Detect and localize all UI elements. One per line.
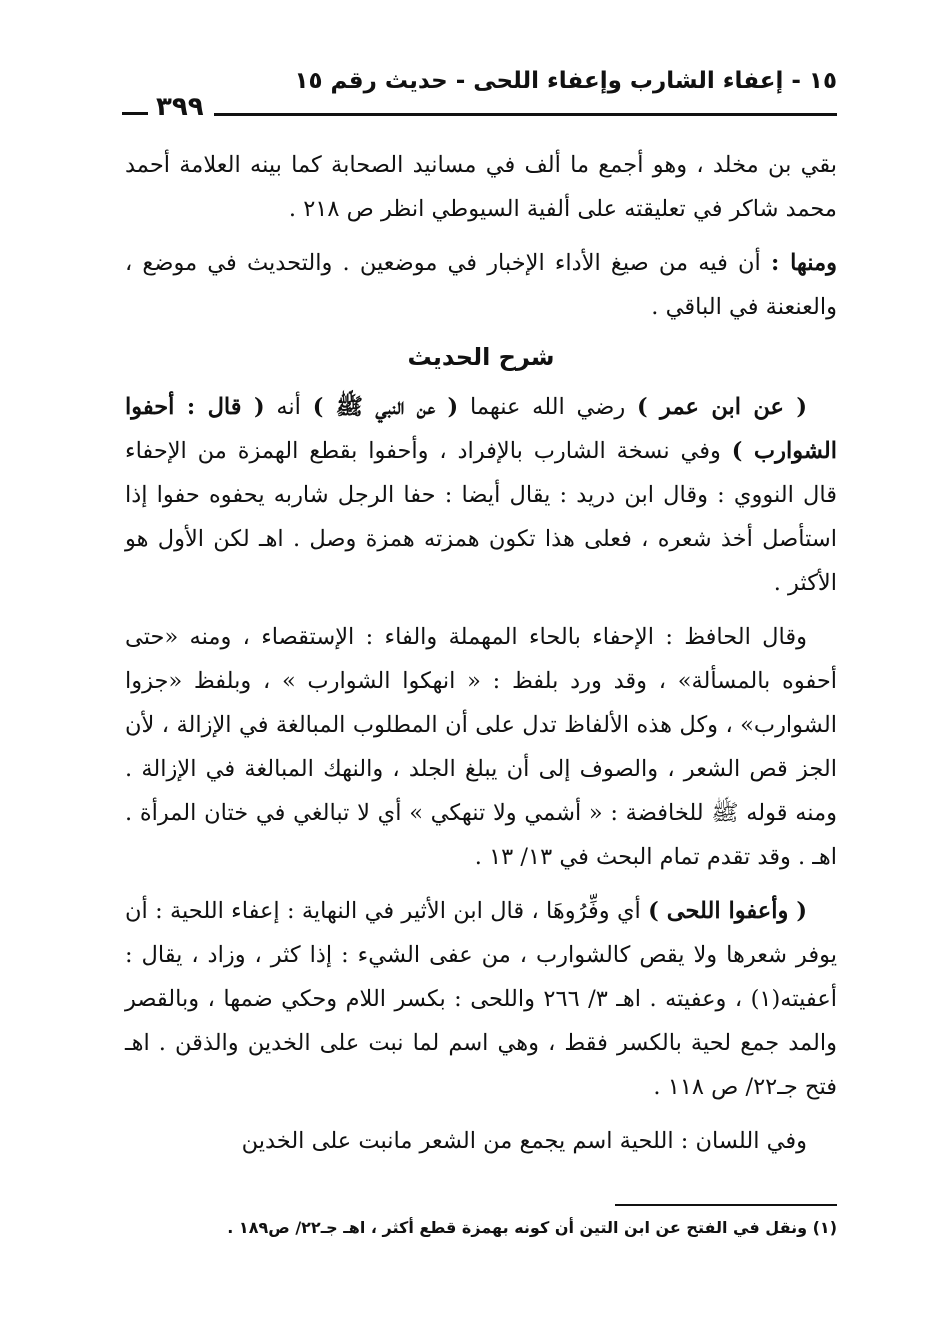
paragraph-6: وفي اللسان : اللحية اسم يجمع من الشعر مانبت على الخدين [241, 1128, 807, 1154]
header-title: ١٥ - إعفاء الشارب وإعفاء اللحى - حديث رقم ١٥ [294, 68, 837, 94]
footnote: (١) ونقل في الفتح عن ابن التين أن كونه بهمزة قطع أكثر ، اهـ جـ٢٢/ ص١٨٩ . [227, 1218, 837, 1237]
paragraph-3 [125, 385, 837, 605]
page-number: ٣٩٩ [150, 92, 210, 122]
header-rule [214, 113, 837, 116]
paragraph-3-text-1: رضي الله عنهما [458, 394, 637, 420]
paragraph-4: وقال الحافظ : الإحفاء بالحاء المهملة والفاء : الإستقصاء ، ومنه «حتى أحفوه بالمسألة» ، وقد ورد بلفظ : « انهكوا الشوارب » ، وبلفظ «جزوا الشوارب» ، وكل هذه الألفاظ تدل على أن المطلوب المبالغة في الإزالة ، لأن الجز قص الشعر ، والصوف إلى أن يبلغ الجلد ، والنهك المبالغة في الإزالة . ومنه قوله ﷺ للخافضة : « أشمي ولا تنهكي » أي لا تبالغي في ختان المرأة . اهـ . وقد تقدم تمام البحث في ١٣/ ١٣ . [125, 624, 837, 870]
footnote-rule [615, 1204, 837, 1206]
paragraph-3-text-2: أنه [264, 394, 313, 420]
page-number-dash [122, 112, 148, 115]
paragraph-5 [125, 889, 837, 1109]
paragraph-2-text: أن فيه من صيغ الأداء الإخبار في موضعين . والتحديث في موضع ، والعنعنة في الباقي . [125, 250, 837, 320]
quote-prophet: ( عن النبي ﷺ ) [312, 394, 459, 420]
paragraph-2-lead: ومنها : [770, 250, 838, 276]
quote-narrator: ( عن ابن عمر ) [636, 394, 808, 420]
quote-hadith: ( قال : أحفوا الشوارب ) [125, 394, 837, 464]
main-text [125, 143, 837, 1163]
paragraph-5-text: أي وفِّرُوهَا ، قال ابن الأثير في النهاية : إعفاء اللحية : أن يوفر شعرها ولا يقص كالشوارب ، من عفى الشيء : إذا كثر ، وزاد ، يقال : أعفيته(١) ، وعفيته . اهـ ٣/ ٢٦٦ واللحى : بكسر اللام وحكي ضمها ، وبالقصر والمد جمع لحية بالكسر فقط ، وهي اسم لما نبت على الخدين والذقن . اهـ فتح جـ٢٢/ ص ١١٨ . [125, 898, 837, 1100]
paragraph-1: بقي بن مخلد ، وهو أجمع ما ألف في مسانيد الصحابة كما بينه العلامة أحمد محمد شاكر في تعليقته على ألفية السيوطي انظر ص ٢١٨ . [125, 152, 837, 222]
paragraph-2 [125, 241, 837, 329]
running-header [122, 62, 837, 142]
paragraph-3-text-3: وفي نسخة الشارب بالإفراد ، وأحفوا بقطع الهمزة من الإحفاء قال النووي : وقال ابن دريد : يقال أيضا : حفا الرجل شاربه يحفوه حفوا إذا استأصل أخذ شعره ، فعلى هذا تكون همزته همزة وصل . اهـ لكن الأول هو الأكثر . [125, 438, 837, 596]
quote-beards: ( وأعفوا اللحى ) [648, 898, 807, 924]
section-heading: شرح الحديث [407, 343, 555, 371]
